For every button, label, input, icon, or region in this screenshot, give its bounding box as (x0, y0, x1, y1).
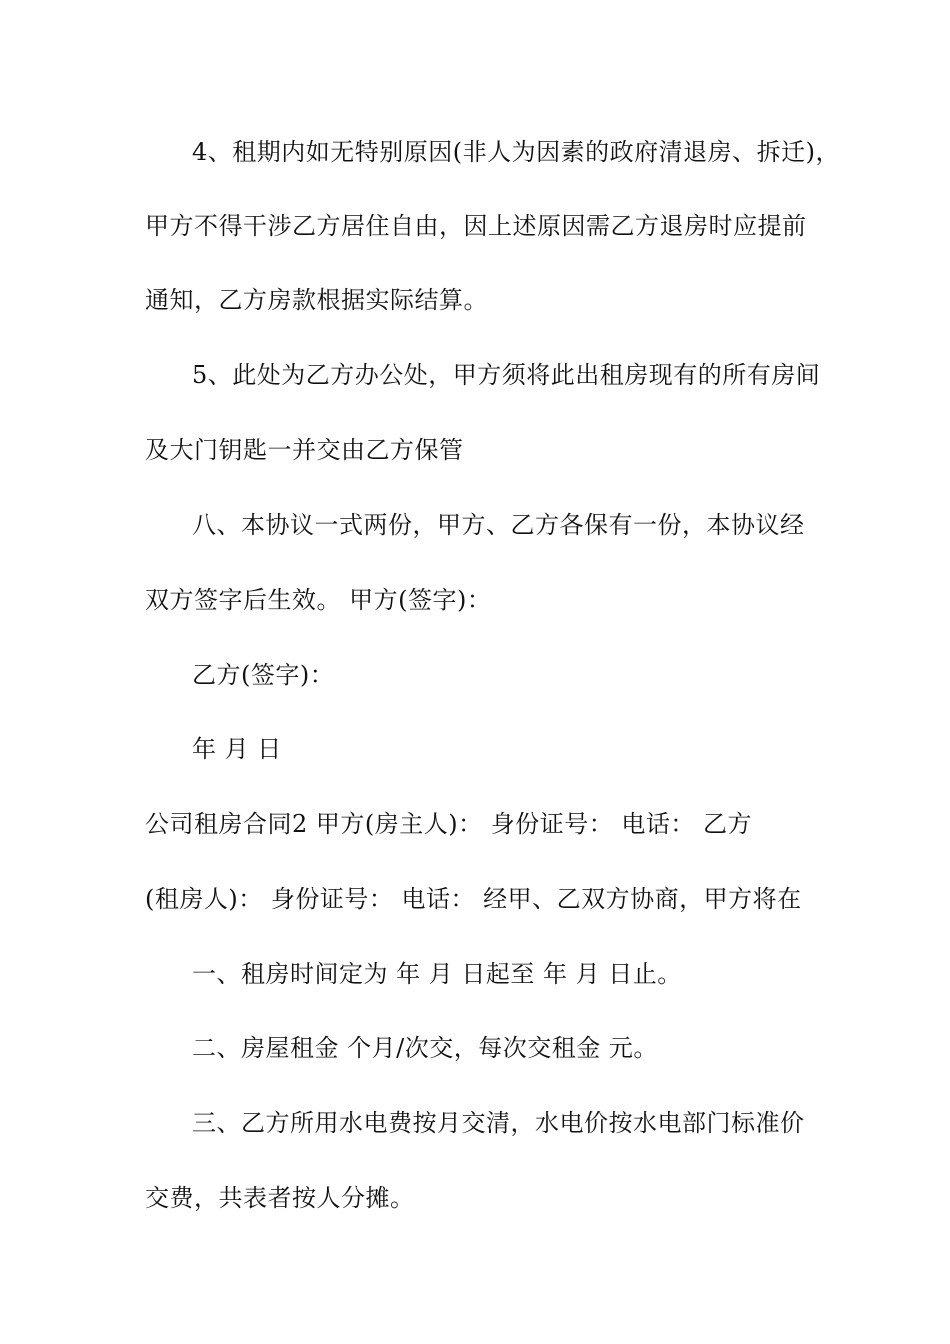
paragraph-line: 八、本协议一式两份，甲方、乙方各保有一份，本协议经 (192, 511, 805, 539)
paragraph-line: 通知，乙方房款根据实际结算。 (145, 286, 488, 314)
paragraph-line: (租房人)： 身份证号： 电话： 经甲、乙双方协商，甲方将在 (145, 885, 802, 913)
paragraph-line: 5、此处为乙方办公处，甲方须将此出租房现有的所有房间 (192, 361, 821, 389)
paragraph-line: 及大门钥匙一并交由乙方保管 (145, 436, 464, 464)
clause-line: 三、乙方所用水电费按月交清，水电价按水电部门标准价 (192, 1109, 805, 1137)
clause-line: 二、房屋租金 个月/次交，每次交租金 元。 (192, 1034, 658, 1062)
paragraph-line: 交费，共表者按人分摊。 (145, 1184, 415, 1212)
paragraph-line: 4、租期内如无特别原因(非人为因素的政府清退房、拆迁)， (192, 138, 840, 166)
paragraph-line: 双方签字后生效。 甲方(签字)： (145, 586, 492, 614)
paragraph-line: 甲方不得干涉乙方居住自由，因上述原因需乙方退房时应提前 (145, 212, 807, 240)
section-heading-line: 公司租房合同2 甲方(房主人)： 身份证号： 电话： 乙方 (145, 810, 753, 838)
date-line: 年 月 日 (192, 735, 282, 763)
signature-line: 乙方(签字)： (192, 661, 335, 689)
clause-line: 一、租房时间定为 年 月 日起至 年 月 日止。 (192, 960, 682, 988)
